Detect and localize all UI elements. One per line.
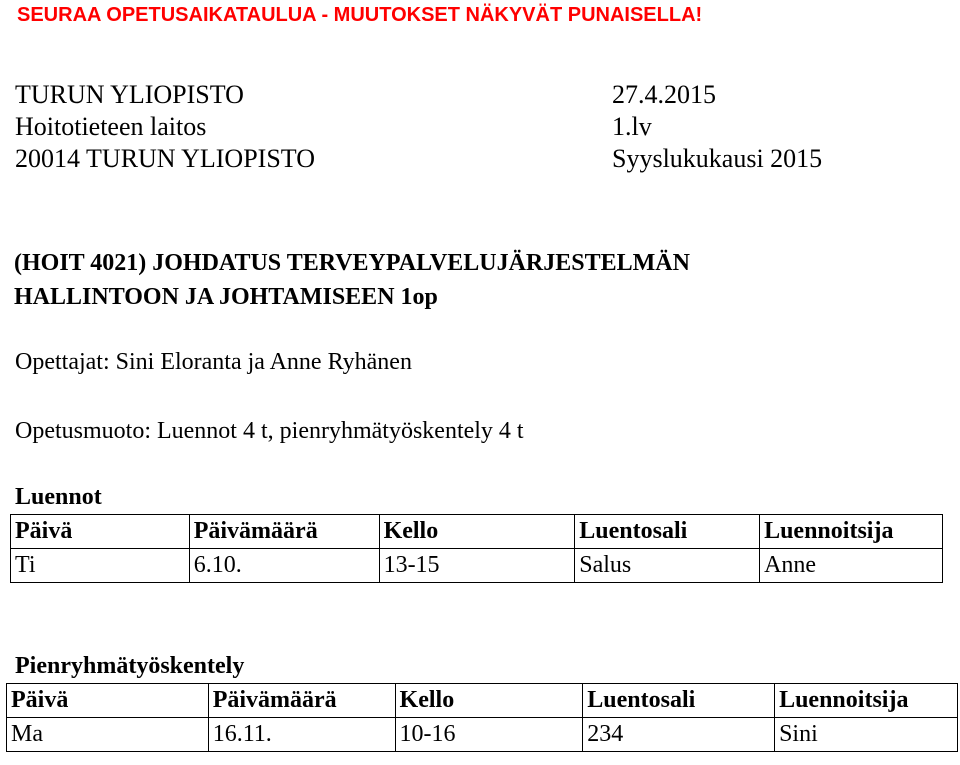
document-date: 27.4.2015 [612, 80, 716, 109]
cell-lecturer: Sini [775, 718, 958, 752]
header-cell-lecturer: Luennoitsija [775, 684, 958, 718]
header-cell-time: Kello [379, 515, 575, 549]
header-cell-lecturer: Luennoitsija [760, 515, 943, 549]
cell-room: 234 [583, 718, 775, 752]
cell-time: 13-15 [379, 549, 575, 583]
lectures-table [10, 514, 943, 583]
table-row [7, 718, 958, 752]
table-row [11, 549, 943, 583]
header-cell-day: Päivä [11, 515, 190, 549]
cell-day: Ma [7, 718, 209, 752]
lectures-heading: Luennot [15, 484, 102, 510]
course-title [14, 246, 690, 314]
small-groups-heading: Pienryhmätyöskentely [15, 653, 245, 679]
course-title-line1: (HOIT 4021) JOHDATUS TERVEYPALVELUJÄRJESTELMÄN [14, 250, 690, 276]
header-cell-date: Päivämäärä [189, 515, 379, 549]
cell-time: 10-16 [395, 718, 583, 752]
table-header-row [11, 515, 943, 549]
header-cell-date: Päivämäärä [208, 684, 395, 718]
change-notice: SEURAA OPETUSAIKATAULUA - MUUTOKSET NÄKYVÄT PUNAISELLA! [17, 4, 703, 26]
department-name: Hoitotieteen laitos [15, 112, 207, 141]
course-title-line2: HALLINTOON JA JOHTAMISEEN 1op [14, 284, 438, 310]
teachers-line: Opettajat: Sini Eloranta ja Anne Ryhänen [15, 349, 412, 375]
header-right [612, 79, 822, 175]
header-cell-room: Luentosali [575, 515, 760, 549]
postal-address: 20014 TURUN YLIOPISTO [15, 144, 315, 173]
header-cell-day: Päivä [7, 684, 209, 718]
cell-room: Salus [575, 549, 760, 583]
header-cell-room: Luentosali [583, 684, 775, 718]
header-cell-time: Kello [395, 684, 583, 718]
header-left [15, 79, 315, 175]
university-name: TURUN YLIOPISTO [15, 80, 244, 109]
version: 1.lv [612, 112, 652, 141]
teaching-form-line: Opetusmuoto: Luennot 4 t, pienryhmätyöskentely 4 t [15, 418, 524, 444]
small-groups-table [6, 683, 958, 752]
cell-lecturer: Anne [760, 549, 943, 583]
cell-date: 6.10. [189, 549, 379, 583]
cell-date: 16.11. [208, 718, 395, 752]
table-header-row [7, 684, 958, 718]
cell-day: Ti [11, 549, 190, 583]
semester: Syyslukukausi 2015 [612, 144, 823, 173]
